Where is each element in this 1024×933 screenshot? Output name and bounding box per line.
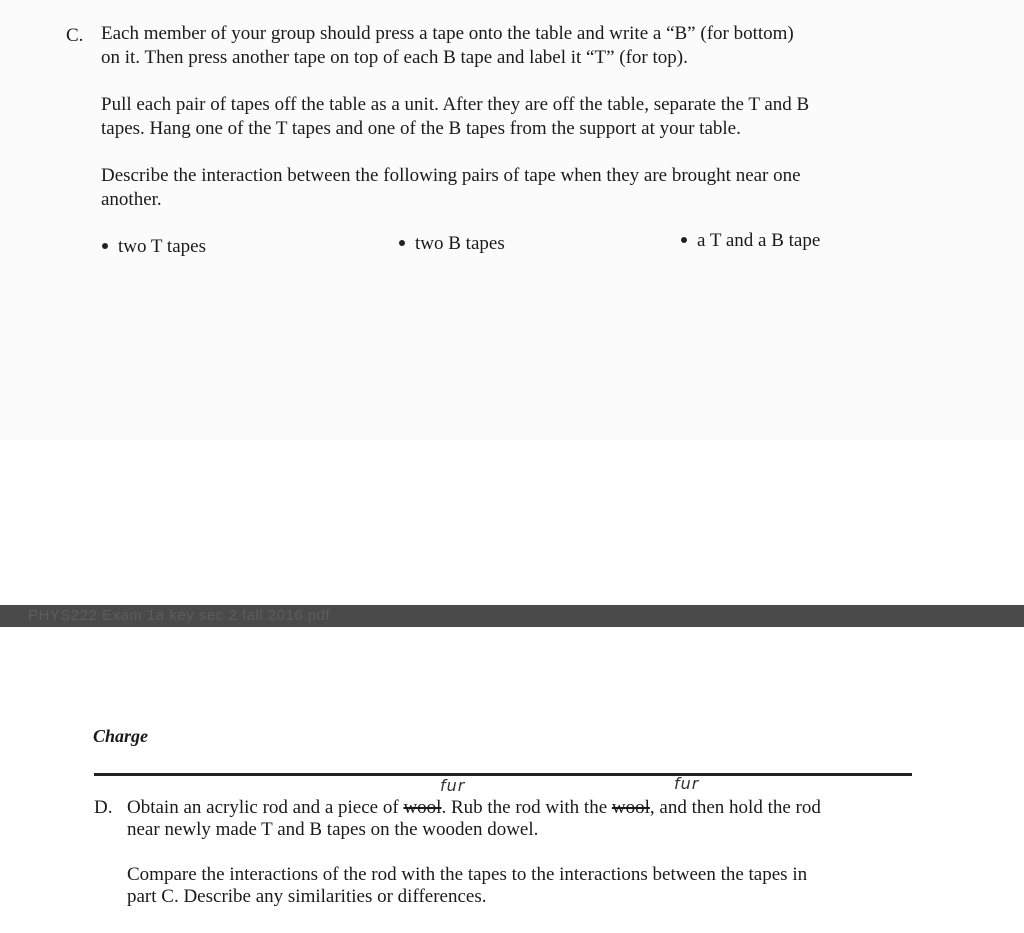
- part-c-para2-line1: Pull each pair of tapes off the table as a unit. After they are off the table, separate the T and B: [101, 94, 810, 115]
- divider-filename: PHYS222 Exam 1a key sec 2 fall 2016.pdf: [28, 607, 331, 624]
- part-c-para1-line1: Each member of your group should press a tape onto the table and write a “B” (for bottom): [101, 23, 794, 44]
- handwritten-annotation-fur-2: fur: [674, 774, 700, 793]
- part-d-marker: D.: [94, 797, 113, 818]
- part-c-para3-line1: Describe the interaction between the following pairs of tape when they are brought near one: [101, 165, 801, 186]
- struck-word-wool-1: wool: [403, 797, 442, 818]
- part-d-para1-line1: [127, 796, 821, 820]
- part-c-marker: C.: [66, 25, 84, 46]
- bullet-dot-icon: [399, 240, 405, 246]
- part-c-para1-line2: on it. Then press another tape on top of each B tape and label it “T” (for top).: [101, 47, 688, 68]
- bullet-dot-icon: [102, 243, 108, 249]
- bullet-label: two T tapes: [118, 236, 206, 257]
- part-d-para2-line2: part C. Describe any similarities or differences.: [127, 886, 487, 907]
- part-d-text-c: , and then hold the rod: [649, 797, 821, 818]
- charge-heading: Charge: [93, 726, 149, 746]
- part-d-para2-line1: Compare the interactions of the rod with the tapes to the interactions between the tapes in: [127, 864, 808, 885]
- part-d-text-b: . Rub the rod with the: [441, 797, 612, 818]
- bullet-label: two B tapes: [415, 233, 505, 254]
- struck-word-wool-2: wool: [611, 797, 650, 818]
- part-d-para1-line2: near newly made T and B tapes on the wooden dowel.: [127, 819, 539, 840]
- bullet-label: a T and a B tape: [697, 230, 821, 251]
- bullet-t-and-b-tape: [681, 229, 820, 253]
- page-divider-bar: [0, 605, 1024, 627]
- handwritten-annotation-fur-1: fur: [440, 776, 466, 795]
- part-c-para2-line2: tapes. Hang one of the T tapes and one of the B tapes from the support at your table.: [101, 118, 741, 139]
- part-d-text-a: Obtain an acrylic rod and a piece of: [127, 797, 404, 818]
- bullet-two-b-tapes: [399, 232, 505, 256]
- page-blank-area: [0, 440, 1024, 605]
- bullet-two-t-tapes: [102, 235, 206, 259]
- bullet-dot-icon: [681, 237, 687, 243]
- part-c-para3-line2: another.: [101, 189, 162, 210]
- section-rule: [94, 773, 912, 776]
